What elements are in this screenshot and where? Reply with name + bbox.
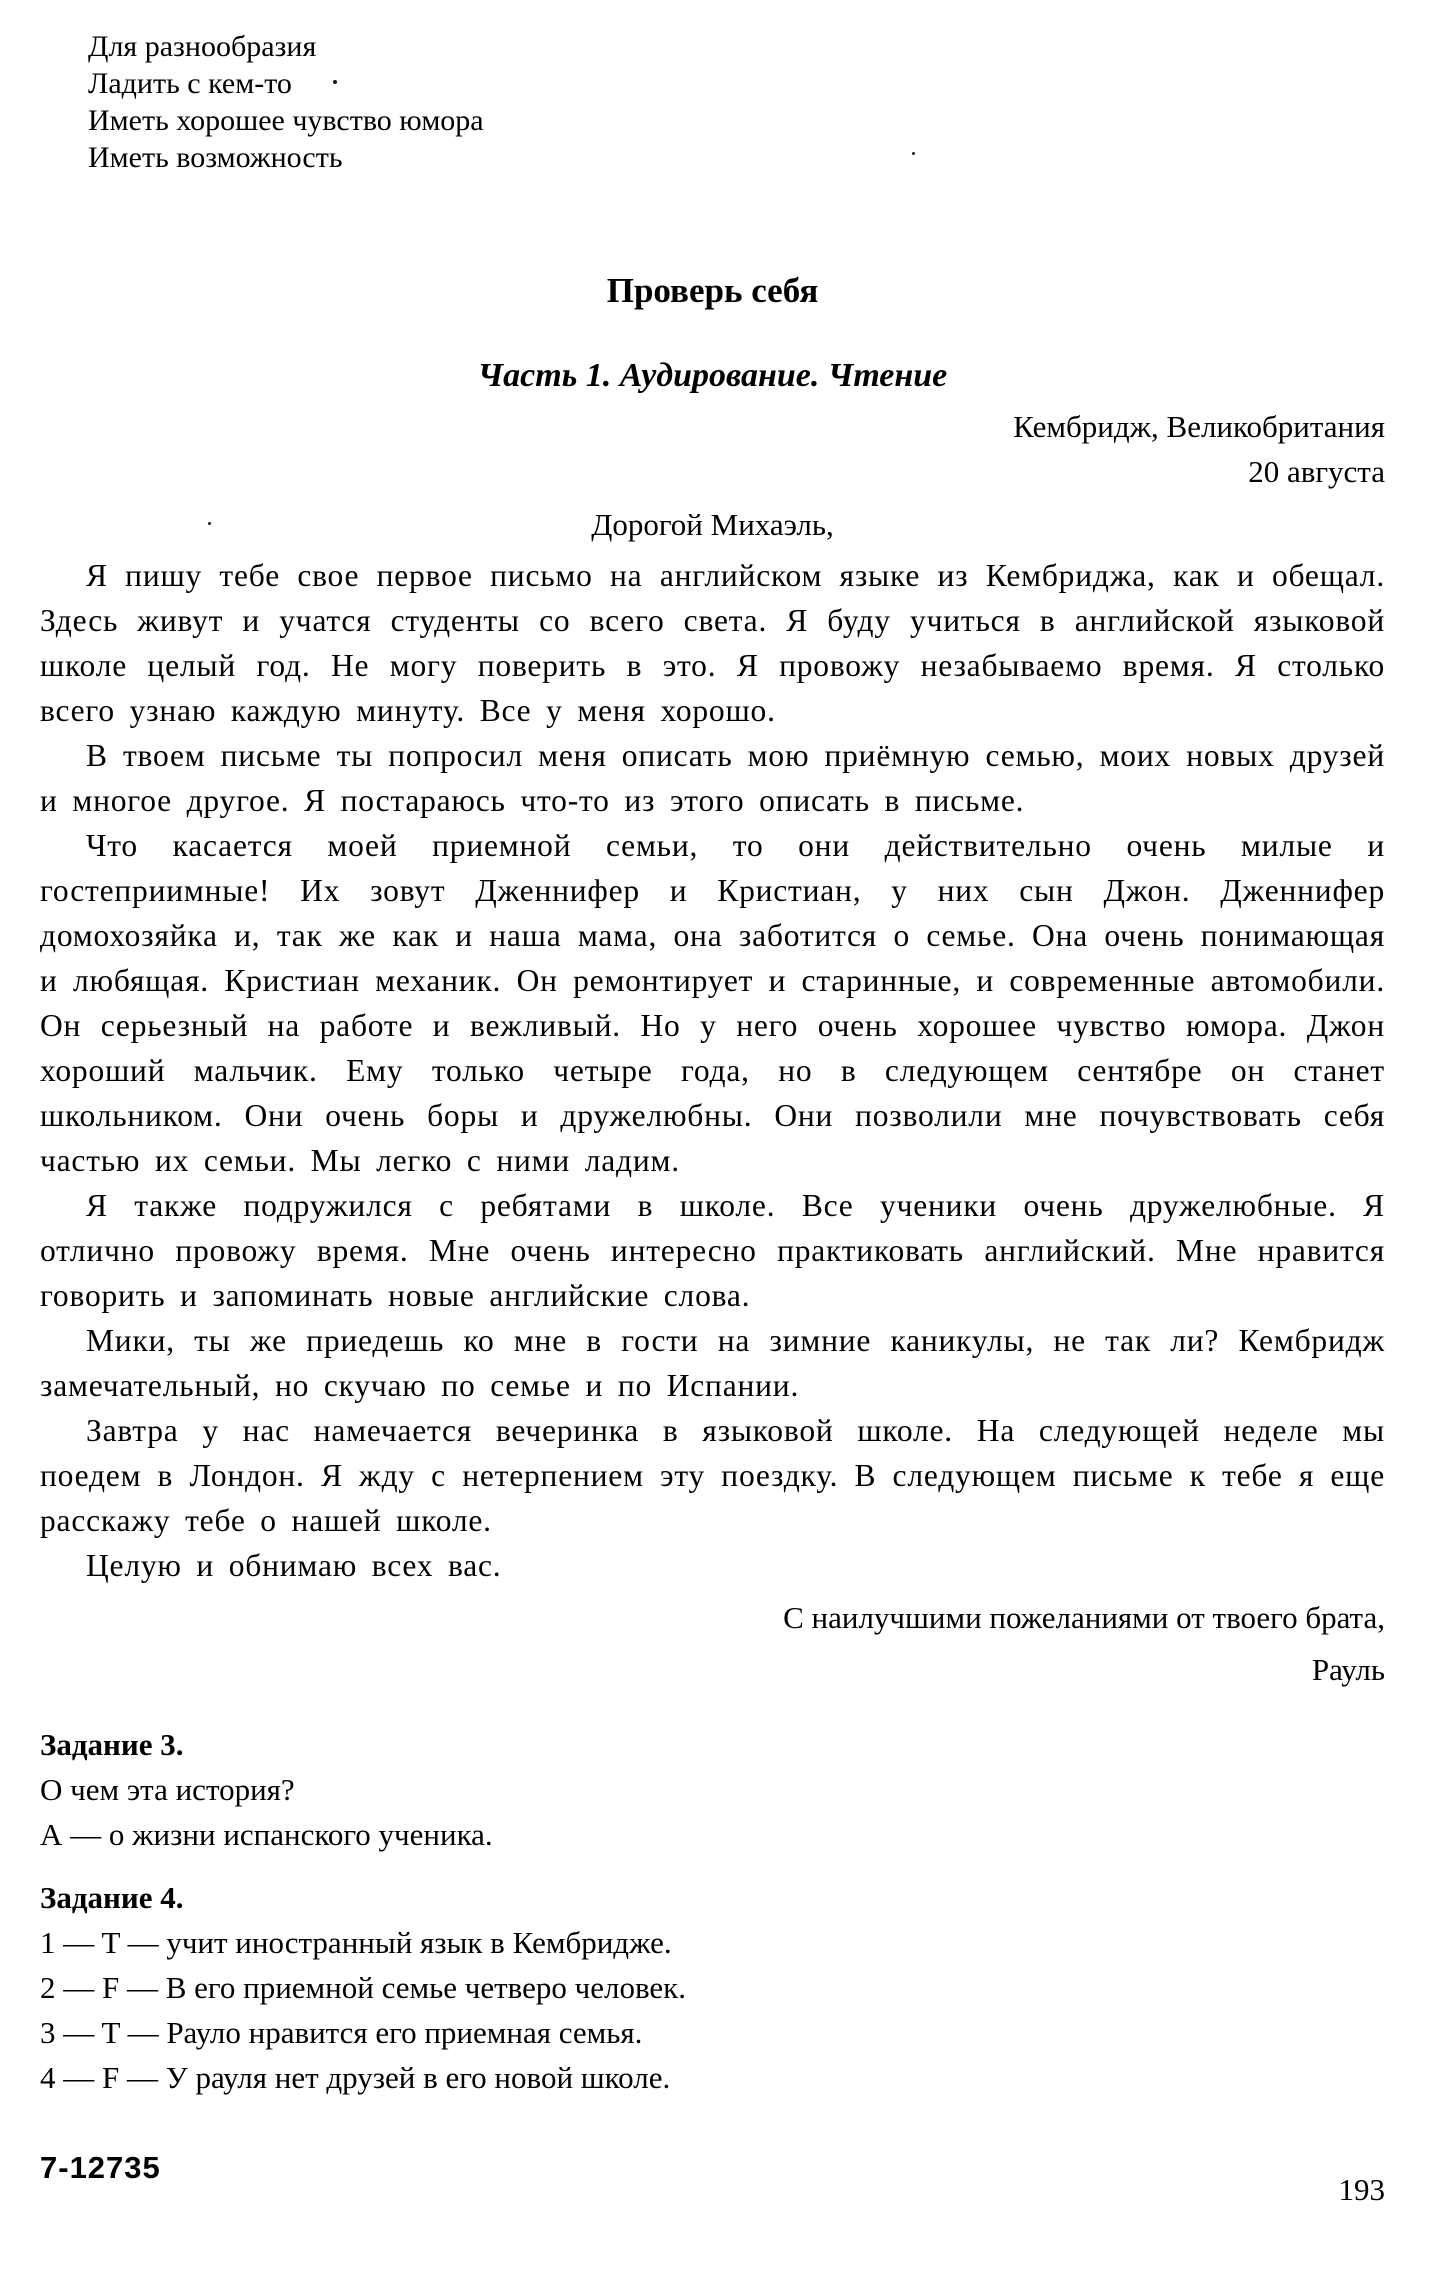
- task3-heading: Задание 3.: [40, 1727, 184, 1762]
- task4-item: 4 — F — У рауля нет друзей в его новой школе.: [40, 2060, 671, 2095]
- letter-paragraph: Я пишу тебе свое первое письмо на английском языке из Кембриджа, как и обещал. Здесь живут и учатся студенты со всего света. Я буду учиться в английской языковой школе целый год. Не могу поверить в это. Я провожу незабываемо время. Я столько всего узнаю каждую минуту. Все у меня хорошо.: [40, 558, 1385, 728]
- letter-paragraph: Что касается моей приемной семьи, то они действительно очень милые и гостеприимные! Их зовут Дженнифер и Кристиан, у них сын Джон. Дженнифер домохозяйка и, так же как и наша мама, она заботится о семье. Она очень понимающая и любящая. Кристиан механик. Он ремонтирует и старинные, и современные автомобили. Он серьезный на работе и вежливый. Но у него очень хорошее чувство юмора. Джон хороший мальчик. Ему только четыре года, но в следующем сентябре он станет школьником. Они очень боры и дружелюбны. Они позволили мне почувствовать себя частью их семьи. Мы легко с ними ладим.: [40, 828, 1385, 1178]
- phrase-list: [88, 28, 1385, 176]
- print-code: 7-12735: [40, 2150, 161, 2185]
- scan-speck: [333, 80, 337, 84]
- task4-item: 3 — T — Рауло нравится его приемная семья.: [40, 2015, 643, 2050]
- phrase-list-item: Иметь хорошее чувство юмора: [88, 104, 484, 137]
- task3-block: [40, 1722, 1385, 1857]
- task3-option-a: А — о жизни испанского ученика.: [40, 1817, 493, 1852]
- task4-item: 2 — F — В его приемной семье четверо человек.: [40, 1970, 686, 2005]
- letter-date: 20 августа: [1248, 454, 1385, 489]
- scan-speck: [208, 522, 211, 525]
- letter-signoff: С наилучшими пожеланиями от твоего брата,: [783, 1600, 1385, 1635]
- letter-paragraph: Завтра у нас намечается вечеринка в языковой школе. На следующей неделе мы поедем в Лондон. Я жду с нетерпением эту поездку. В следующем письме к тебе я еще расскажу тебе о нашей школе.: [40, 1413, 1385, 1538]
- letter-paragraph: Мики, ты же приедешь ко мне в гости на зимние каникулы, не так ли? Кембридж замечательный, но скучаю по семье и по Испании.: [40, 1323, 1385, 1403]
- task4-item: 1 — T — учит иностранный язык в Кембридже.: [40, 1925, 672, 1960]
- task4-block: [40, 1875, 1385, 2100]
- page-footer: [40, 2150, 1385, 2208]
- letter-paragraph: В твоем письме ты попросил меня описать мою приёмную семью, моих новых друзей и многое другое. Я постараюсь что-то из этого описать в письме.: [40, 738, 1385, 818]
- letter-header: [40, 404, 1385, 494]
- self-check-heading: Проверь себя: [606, 271, 819, 310]
- phrase-list-item: Ладить с кем-то: [88, 67, 292, 100]
- letter-place: Кембридж, Великобритания: [1013, 409, 1385, 444]
- part-subheading: Часть 1. Аудирование. Чтение: [477, 357, 948, 394]
- page-number: 193: [1338, 2172, 1385, 2207]
- task3-question: О чем эта история?: [40, 1772, 295, 1807]
- letter-signature: Рауль: [1311, 1652, 1385, 1687]
- phrase-list-item: Иметь возможность: [88, 141, 343, 174]
- task4-heading: Задание 4.: [40, 1880, 184, 1915]
- letter-paragraph: Я также подружился с ребятами в школе. Все ученики очень дружелюбные. Я отлично провожу время. Мне очень интересно практиковать английский. Мне нравится говорить и запоминать новые английские слова.: [40, 1188, 1385, 1313]
- scan-speck: [912, 152, 915, 155]
- letter-salutation: Дорогой Михаэль,: [591, 507, 834, 542]
- phrase-list-item: Для разнообразия: [88, 30, 317, 63]
- letter-paragraph: Целую и обнимаю всех вас.: [86, 1548, 502, 1583]
- letter-signoff-block: [40, 1592, 1385, 1696]
